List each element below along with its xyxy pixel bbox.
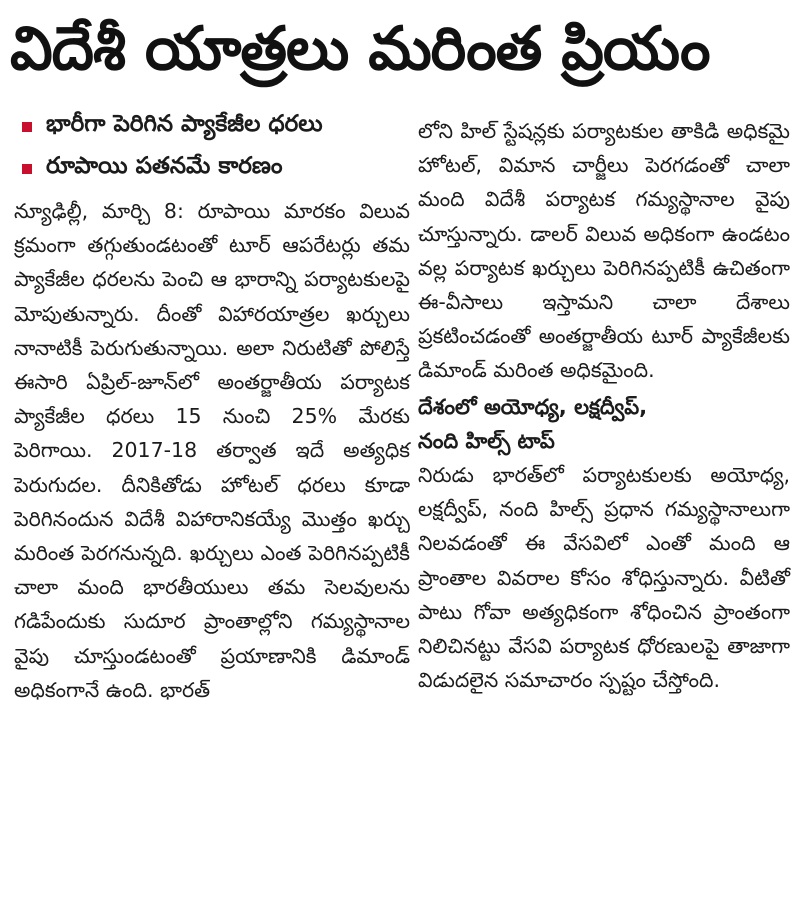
column-left xyxy=(14,106,410,902)
headline: విదేశీ యాత్రలు మరింత ప్రియం xyxy=(10,14,710,84)
body-paragraph: లోని హిల్ స్టేషన్లకు పర్యాటకుల తాకిడి అధికమై హోటల్, విమాన చార్జీలు పెరగడంతో చాలా మంది విదేశీ పర్యాటక గమ్యస్థానాల వైపు చూస్తున్నారు. డాలర్ విలువ అధికంగా ఉండటం వల్ల పర్యాటక ఖర్చులు పెరిగినప్పటికీ ఉచితంగా ఈ-వీసాలు ఇస్తామని చాలా దేశాలు ప్రకటించడంతో అంతర్జాతీయ టూర్ ప్యాకేజీలకు డిమాండ్ మరింత అధికమైంది. xyxy=(418,119,790,383)
bullet-point xyxy=(14,106,410,148)
subheading-line: నంది హిల్స్ టాప్ xyxy=(418,428,555,453)
bullet-list xyxy=(14,106,410,190)
bullet-text: రూపాయి పతనమే కారణం xyxy=(46,153,283,179)
body-paragraph: న్యూఢిల్లీ, మార్చి 8: రూపాయి మారకం విలువ క్రమంగా తగ్గుతుండటంతో టూర్ ఆపరేటర్లు తమ ప్యాకేజీల ధరలను పెంచి ఆ భారాన్ని పర్యాటకులపై మోపుతున్నారు. దీంతో విహారయాత్రల ఖర్చులు నానాటికీ పెరుగుతున్నాయి. అలా నిరుటితో పోలిస్తే ఈసారి ఏప్రిల్-జూన్‌లో అంతర్జాతీయ పర్యాటక ప్యాకేజీల ధరలు 15 నుంచి 25% మేరకు పెరిగాయి. 2017-18 తర్వాత ఇదే అత్యధిక పెరుగుదల. దీనికితోడు హోటల్ ధరలు కూడా పెరిగినందున విదేశీ విహారానికయ్యే మొత్తం ఖర్చు మరింత పెరగనున్నది. ఖర్చులు ఎంత పెరిగినప్పటికీ చాలా మంది భారతీయులు తమ సెలవులను గడిపేందుకు సుదూర ప్రాంతాల్లోని గమ్యస్థానాల వైపు చూస్తుండటంతో ప్రయాణానికి డిమాండ్ అధికంగానే ఉంది. భారత్ xyxy=(14,199,410,702)
bullet-text: భారీగా పెరిగిన ప్యాకేజీల ధరలు xyxy=(46,111,323,137)
square-bullet-icon xyxy=(22,122,32,132)
column-right xyxy=(418,114,790,902)
body-paragraph: నిరుడు భారత్‌లో పర్యాటకులకు అయోధ్య, లక్షద్వీప్, నంది హిల్స్ ప్రధాన గమ్యస్థానాలుగా నిలవడంతో ఈ వేసవిలో ఎంతో మంది ఆ ప్రాంతాల వివరాల కోసం శోధిస్తున్నారు. వీటితో పాటు గోవా అత్యధికంగా శోధించిన ప్రాంతంగా నిలిచినట్టు వేసవి పర్యాటక ధోరణులపై తాజాగా విడుదలైన సమాచారం స్పష్టం చేస్తోంది. xyxy=(418,463,790,693)
square-bullet-icon xyxy=(22,164,32,174)
subheading-line: దేశంలో అయోధ్య, లక్షద్వీప్, xyxy=(418,394,648,419)
bullet-point xyxy=(14,148,410,190)
